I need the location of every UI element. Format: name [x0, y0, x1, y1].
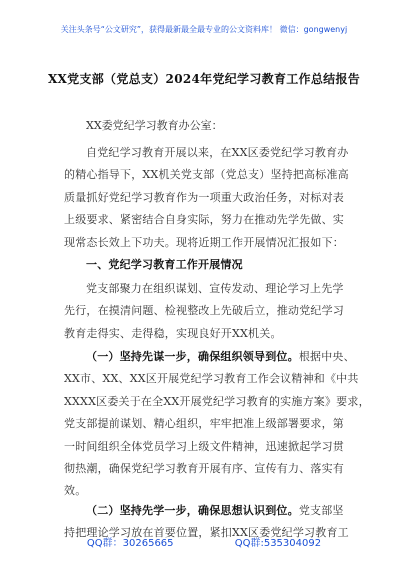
intro-line: 的精心指导下，XX机关党支部（党总支）坚持把高标准高: [64, 168, 349, 182]
subsection-1-paragraph: [64, 346, 370, 503]
footer-qq-group-2: QQ群:535304092: [234, 538, 322, 549]
header-promo-note: 关注头条号“公文研究”，获得最新最全最专业的公文资料库！ 微信：gongwenyj: [60, 25, 348, 34]
section-1-line: 先行，在摸清问题、检视整改上先破后立，推动党纪学习: [64, 304, 344, 318]
subsection-1-heading: （一）坚持先谋一步，确保组织领导到位。: [86, 350, 299, 363]
intro-line: 自党纪学习教育开展以来，在XX区委党纪学习教育办: [86, 146, 349, 159]
intro-line: 现常态长效上下功夫。现将近期工作开展情况汇报如下：: [64, 235, 344, 249]
subsection-2-heading: （二）坚持先学一步，确保思想认识到位。: [86, 504, 299, 517]
subsection-1-line: 效。: [64, 484, 87, 498]
salutation: XX委党纪学习教育办公室：: [86, 119, 223, 132]
subsection-1-heading-tail: 根据中央、: [298, 350, 355, 363]
subsection-2-first-line: [86, 500, 349, 522]
section-1-line: 教育走得实、走得稳，实现良好开XX机关。: [64, 326, 282, 340]
intro-paragraph: [64, 142, 349, 254]
subsection-1-line: 一时间组织全体党员学习上级文件精神，迅速掀起学习贯: [64, 439, 344, 453]
section-1-heading: [86, 254, 243, 276]
subsection-2-heading-tail: 党支部坚: [298, 504, 344, 517]
subsection-1-line: XX市、XX、XX区开展党纪学习教育工作会议精神和《中共: [64, 372, 359, 386]
subsection-1-first-line: [86, 346, 370, 368]
document-title: XX党支部（党总支）2024年党纪学习教育工作总结报告: [47, 72, 361, 86]
subsection-2-line: 持把理论学习放在首要位置，紧扣XX区委党纪学习教育工: [64, 526, 349, 540]
section-1-heading-text: 一、党纪学习教育工作开展情况: [86, 258, 243, 271]
section-1-paragraph: [64, 278, 344, 345]
footer-contact: [0, 534, 408, 549]
subsection-1-line: XXXX区委关于在全XX开展党纪学习教育的实施方案》要求，: [64, 394, 370, 408]
section-1-line: 党支部聚力在组织谋划、宣传发动、理论学习上先学: [86, 282, 344, 295]
subsection-1-line: 党支部提前谋划、精心组织，牢牢把准上级部署要求，第: [64, 417, 344, 431]
intro-line: 上级要求、紧密结合自身实际，努力在推动先学先做、实: [64, 213, 344, 227]
subsection-1-line: 彻热潮，确保党纪学习教育开展有序、宣传有力、落实有: [64, 462, 344, 476]
footer-qq-group-1: QQ群：30265665: [86, 538, 174, 549]
intro-line: 质量抓好党纪学习教育作为一项重大政治任务，对标对表: [64, 190, 344, 204]
